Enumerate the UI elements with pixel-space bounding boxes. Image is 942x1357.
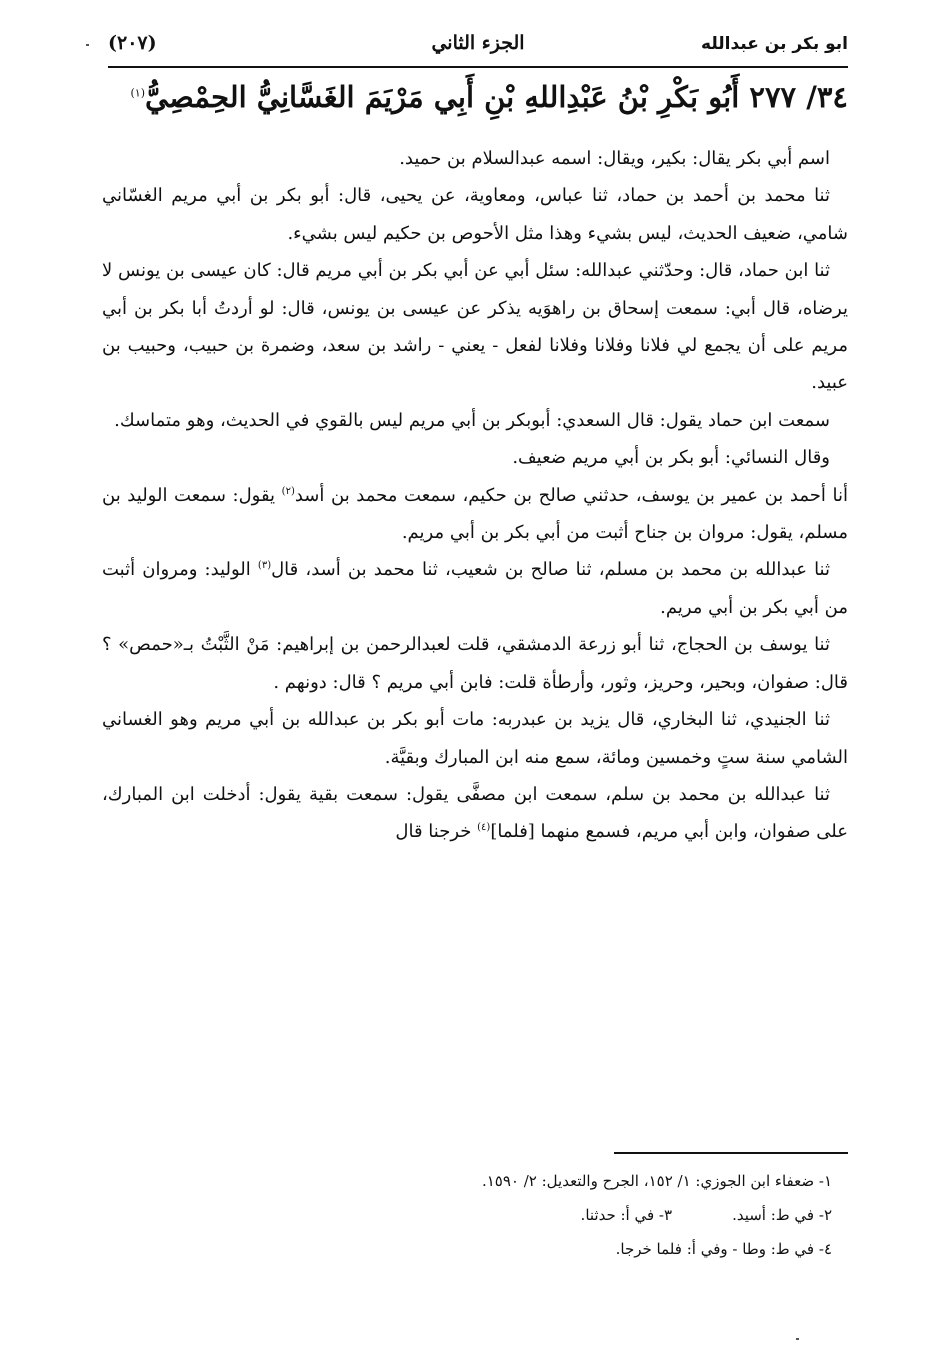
paragraph (102, 551, 848, 626)
page-number: (٢٠٧) (108, 32, 157, 54)
paragraph-text: وقال النسائي: أبو بكر بن أبي مريم ضعيف. (512, 447, 830, 469)
footnote-text: ١- ضعفاء ابن الجوزي: ١/ ١٥٢، الجرح والتعديل: ٢/ ١٥٩٠. (481, 1172, 832, 1190)
footnote-marker: (٤) (477, 822, 491, 834)
paragraph-text: ثنا عبدالله بن محمد بن مسلم، ثنا صالح بن شعيب، ثنا محمد بن أسد، قال (271, 559, 830, 581)
entry-heading-text: ٣٤/ ٢٧٧ أَبُو بَكْرِ بْنُ عَبْدِاللهِ بْنِ أَبِي مَرْيَمَ الغَسَّانِيُّ الحِمْصِيُّ (144, 80, 848, 114)
paragraph-text: ثنا عبدالله بن محمد بن سلم، سمعت ابن مصفَّى يقول: سمعت بقية يقول: أدخلت ابن المبارك، على صفوان، وابن أبي مريم، فسمع منهما [فلما] (102, 783, 848, 843)
footnote-marker: (٢) (281, 485, 295, 497)
footnote-item (272, 1164, 832, 1198)
paragraph-text: ثنا محمد بن أحمد بن حماد، ثنا عباس، ومعاوية، عن يحيى، قال: أبو بكر بن أبي مريم الغسّاني شامي، ضعيف الحديث، ليس بشيء وهذا مثل الأحوص بن حكيم ليس بشيء. (102, 185, 848, 244)
scan-speck (86, 44, 89, 46)
paragraph (102, 626, 848, 701)
footnote-text: ٢- في ط: أسيد. (732, 1206, 832, 1224)
footnote-divider (614, 1152, 848, 1154)
scan-speck (796, 1338, 799, 1340)
paragraph (102, 776, 848, 851)
running-header (108, 28, 848, 64)
entry-heading (88, 80, 848, 114)
header-divider (108, 66, 848, 68)
footnote-text: ٤- في ط: وطا - وفي أ: فلما خرجا. (615, 1240, 832, 1258)
paragraph-text: سمعت ابن حماد يقول: قال السعدي: أبوبكر بن أبي مريم ليس بالقوي في الحديث، وهو متماسك. (114, 409, 830, 431)
paragraph-text: خرجنا قال (395, 821, 478, 843)
footnote-marker: (٣) (257, 560, 272, 572)
paragraph-text: ثنا ابن حماد، قال: وحدّثني عبدالله: سئل أبي عن أبي بكر بن أبي مريم قال: كان عيسى بن يونس لا يرضاه، قال أبي: سمعت إسحاق بن راهوَيه يذكر عن عيسى بن يونس، قال: لو أردتُ أبا بكر بن أبي مريم على أن يجمع لي فلانا وفلانا وفلانا لفعل - يعني - راشد بن سعد، وضمرة بن حبيب، وحبيب بن عبيد. (102, 260, 849, 394)
paragraph-text: أنا أحمد بن عمير بن يوسف، حدثني صالح بن حكيم، سمعت محمد بن أسد (294, 484, 848, 506)
running-header-volume: الجزء الثاني (431, 32, 525, 54)
paragraph-text: ثنا يوسف بن الحجاج، ثنا أبو زرعة الدمشقي، قلت لعبدالرحمن بن إبراهيم: مَنْ الثَّبْتُ بـ«حمص» ؟ قال: صفوان، وبحير، وحريز، وثور، وأرطأة قلت: فابن أبي مريم ؟ قال: دونهم . (102, 634, 848, 693)
running-header-author: ابو بكر بن عبدالله (701, 34, 848, 54)
paragraph (102, 439, 848, 476)
footnote-text: ٣- في أ: حدثنا. (580, 1206, 673, 1224)
footnote-item (272, 1232, 832, 1266)
entry-body (102, 140, 848, 851)
heading-footnote-marker: (١) (130, 86, 145, 100)
paragraph-text: ثنا الجنيدي، ثنا البخاري، قال يزيد بن عبدربه: مات أبو بكر بن عبدالله بن أبي مريم وهو الغساني الشامي سنة ستٍ وخمسين ومائة، سمع منه ابن المبارك وبقيَّة. (102, 709, 848, 768)
paragraph (102, 177, 848, 252)
paragraph (102, 701, 848, 776)
paragraph-text: اسم أبي بكر يقال: بكير، ويقال: اسمه عبدالسلام بن حميد. (399, 148, 830, 169)
paragraph (102, 140, 848, 177)
paragraph (102, 252, 848, 402)
paragraph (102, 477, 848, 552)
paragraph-text: الوليد: ومروان أثبت من أبي بكر بن أبي مريم. (102, 559, 848, 618)
footnotes (272, 1164, 832, 1266)
paragraph (102, 402, 848, 439)
footnote-item (272, 1198, 832, 1232)
paragraph-text: يقول: سمعت الوليد بن مسلم، يقول: مروان بن جناح أثبت من أبي بكر بن أبي مريم. (102, 484, 848, 544)
